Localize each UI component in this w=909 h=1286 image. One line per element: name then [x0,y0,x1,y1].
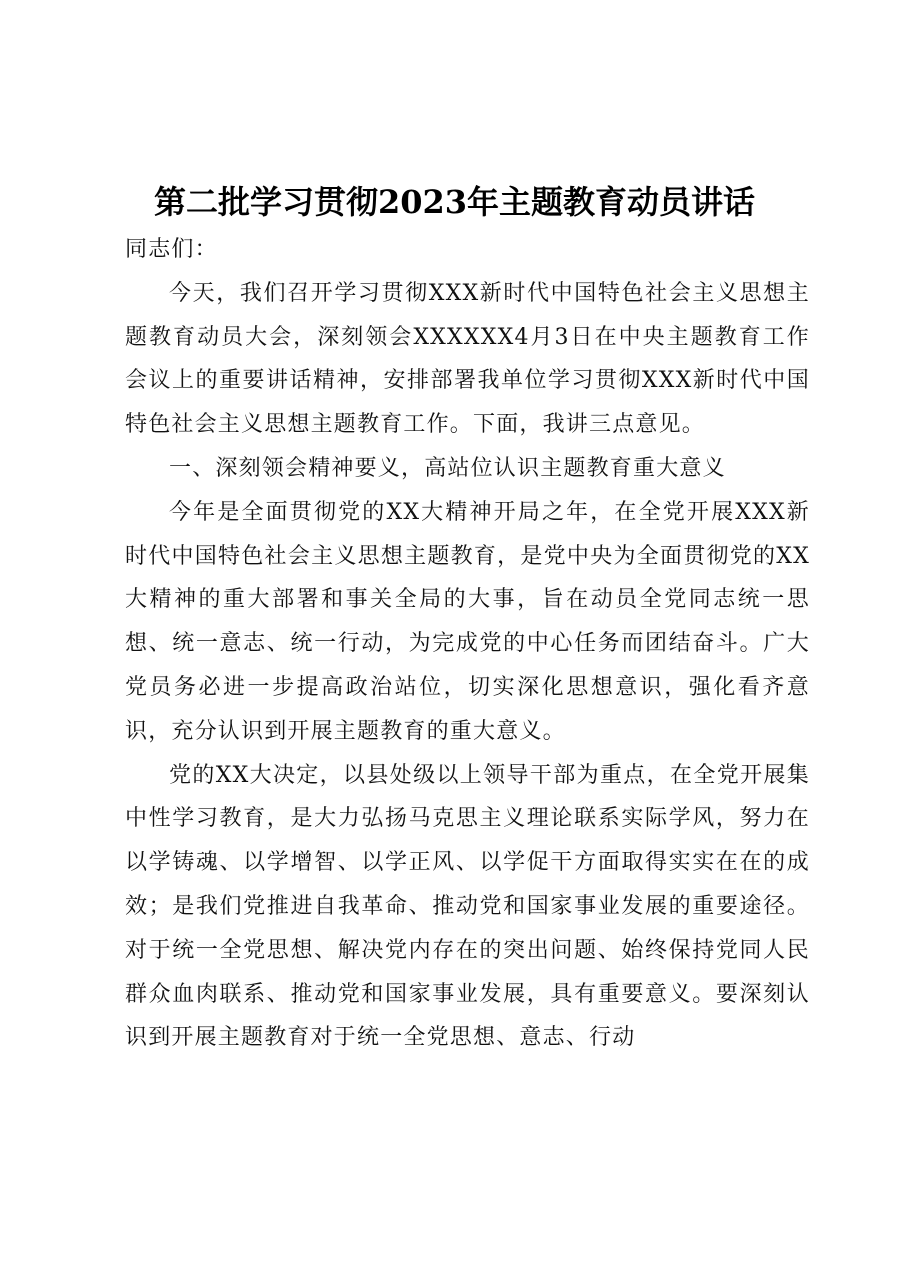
paragraph-intro: 今天，我们召开学习贯彻XXX新时代中国特色社会主义思想主题教育动员大会，深刻领会XXXXXX4月3日在中央主题教育工作会议上的重要讲话精神，安排部署我单位学习贯彻XXX新时代中国特色社会主义思想主题教育工作。下面，我讲三点意见。 [125,280,810,438]
document-body [125,228,810,1060]
paragraph-party-decision: 党的XX大决定，以县处级以上领导干部为重点，在全党开展集中性学习教育，是大力弘扬马克思主义理论联系实际学风，努力在以学铸魂、以学增智、以学正风、以学促干方面取得实实在在的成效；是我们党推进自我革命、推动党和国家事业发展的重要途径。对于统一全党思想、解决党内存在的突出问题、始终保持党同人民群众血肉联系、推动党和国家事业发展，具有重要意义。要深刻认识到开展主题教育对于统一全党思想、意志、行动 [125,762,810,1051]
section-heading-1: 一、深刻领会精神要义，高站位认识主题教育重大意义 [169,455,726,481]
salutation: 同志们： [125,237,218,262]
document-title: 第二批学习贯彻2023年主题教育动员讲话 [153,183,756,221]
paragraph-significance: 今年是全面贯彻党的XX大精神开局之年，在全党开展XXX新时代中国特色社会主义思想主题教育，是党中央为全面贯彻党的XX大精神的重大部署和事关全局的大事，旨在动员全党同志统一思想、统一意志、统一行动，为完成党的中心任务而团结奋斗。广大党员务必进一步提高政治站位，切实深化思想意识，强化看齐意识，充分认识到开展主题教育的重大意义。 [125,499,810,744]
